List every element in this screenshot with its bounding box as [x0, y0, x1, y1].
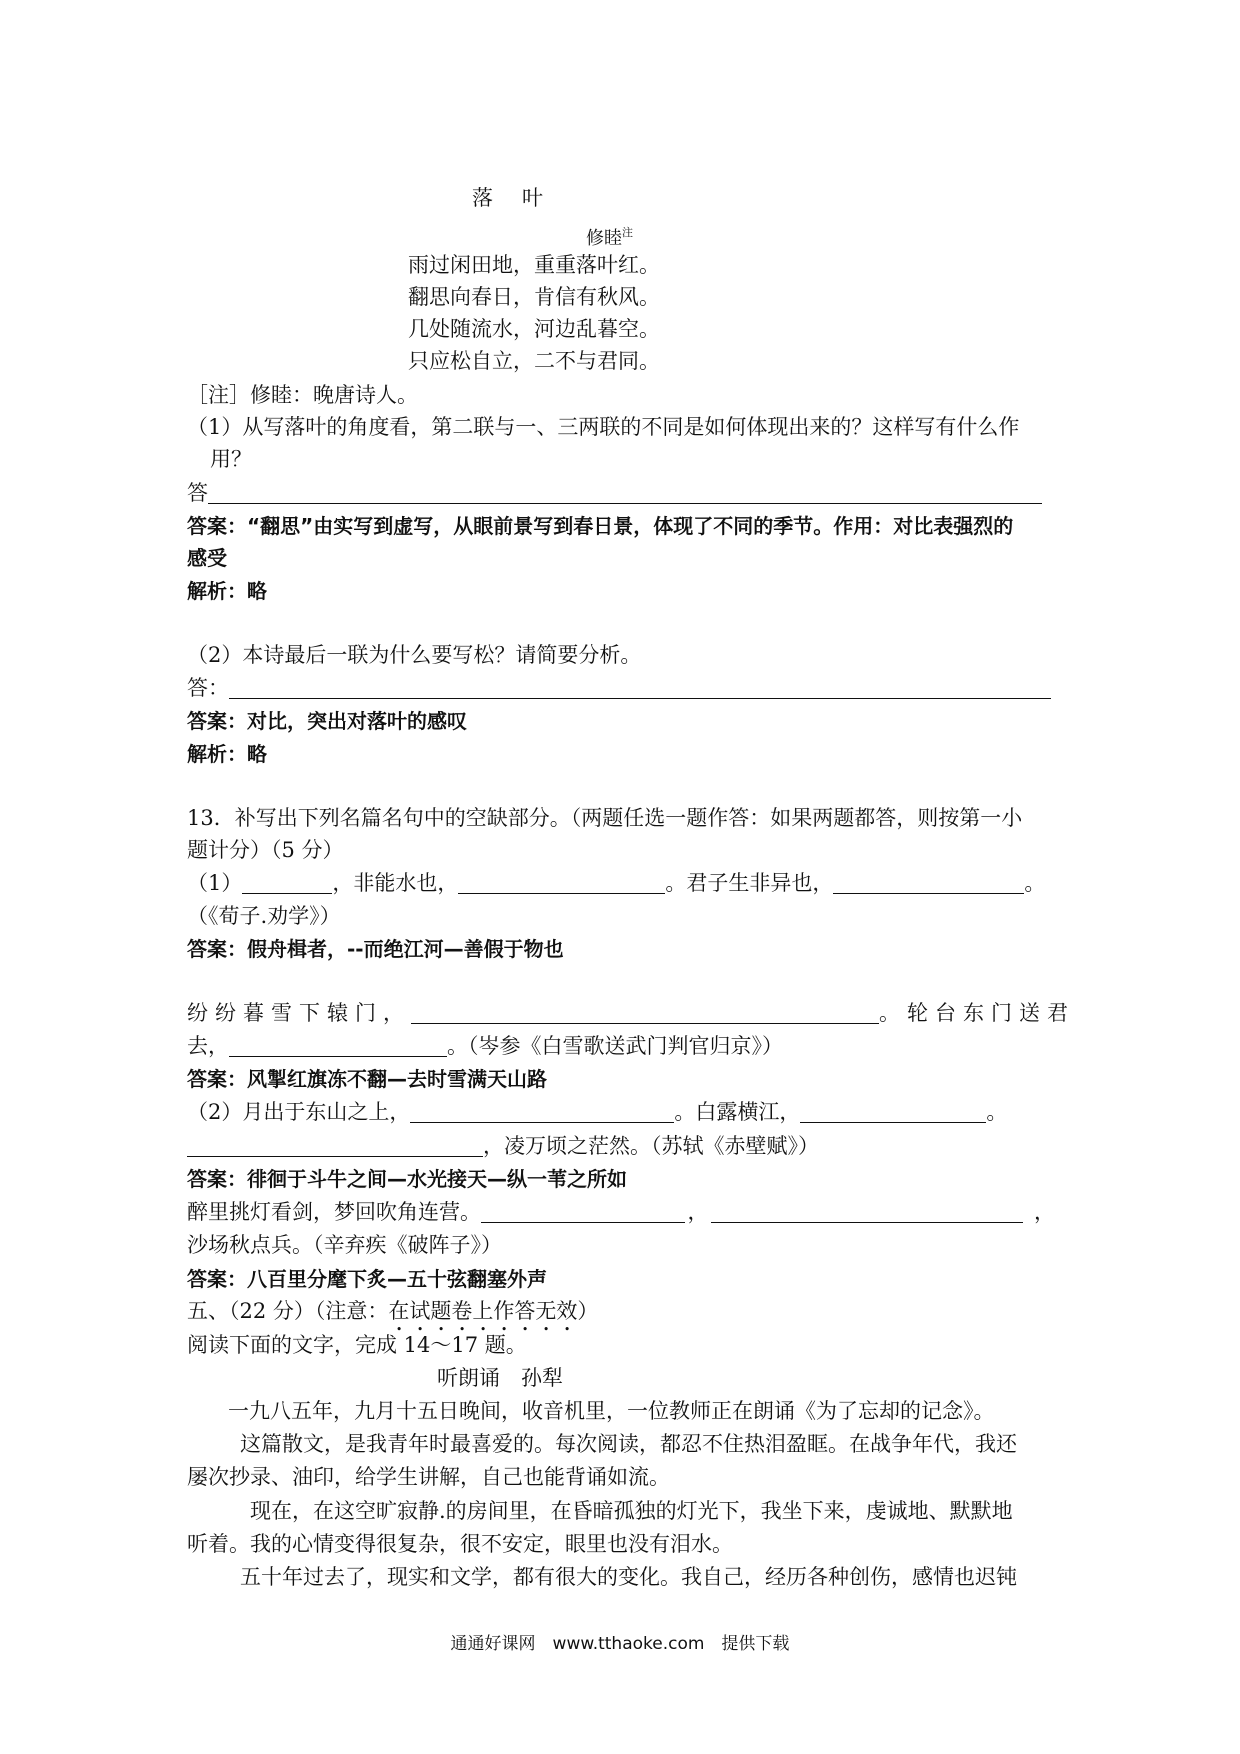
article-paragraph-line: 这篇散文，是我青年时最喜爱的。每次阅读，都忍不住热泪盈眶。在战争年代，我还: [240, 1432, 1017, 1456]
poem-author: [586, 218, 633, 254]
q2-answer-row: [187, 673, 1051, 703]
q1-key-line2: 感受: [187, 546, 227, 570]
q13-text-line2: 题计分）（5 分）: [187, 838, 344, 862]
q1-answer-label: 答: [187, 481, 208, 505]
q13-p2-key: 答案：风掣红旗冻不翻—去时雪满天山路: [187, 1067, 547, 1091]
article-paragraph-line: 五十年过去了，现实和文学，都有很大的变化。我自己，经历各种创伤，感情也迟钝: [240, 1565, 1017, 1589]
q13-p1-mid1: ，非能水也，: [332, 871, 459, 895]
q13-p3-prefix: （2）月出于东山之上，: [187, 1100, 411, 1124]
q1-analysis: 解析：略: [187, 579, 267, 603]
q13-p4-blank-1[interactable]: [481, 1200, 685, 1223]
q13-p1-end: 。: [1024, 871, 1046, 895]
q13-p4-line2: 沙场秋点兵。（辛弃疾《破阵子》）: [187, 1233, 502, 1257]
q13-p2-blank-2[interactable]: [229, 1034, 447, 1057]
q2-key: 答案：对比，突出对落叶的感叹: [187, 709, 467, 733]
q13-p1-row: [187, 868, 1045, 898]
q13-p2-line2-start: 去，: [187, 1034, 229, 1058]
section5-instruction: 阅读下面的文字，完成 14～17 题。: [187, 1333, 527, 1357]
q13-p1-source: （《荀子.劝学》）: [187, 904, 341, 928]
poem-line-1: 雨过闲田地，重重落叶红。: [408, 253, 660, 277]
poem-line-4: 只应松自立，二不与君同。: [408, 349, 660, 373]
section5-heading-prefix: 五、（22 分）（注意：: [187, 1299, 389, 1323]
q13-p3-line2-end: ，凌万顷之茫然。（苏轼《赤壁赋》）: [483, 1134, 819, 1158]
article-paragraph-line: 屡次抄录、油印，给学生讲解，自己也能背诵如流。: [187, 1465, 670, 1489]
q13-p1-prefix: （1）: [187, 871, 243, 895]
q13-p3-mid: 。白露横江，: [674, 1100, 801, 1124]
q13-p1-blank-3[interactable]: [833, 871, 1024, 894]
q2-text: （2）本诗最后一联为什么要写松？请简要分析。: [187, 643, 642, 667]
q13-p2-blank-1[interactable]: [411, 1001, 879, 1024]
q1-answer-blank[interactable]: [208, 481, 1042, 504]
q13-p2-source: 。（岑参《白雪歌送武门判官归京》）: [447, 1034, 783, 1058]
q13-text-line1: 13．补写出下列名篇名句中的空缺部分。（两题任选一题作答：如果两题都答，则按第一小: [187, 806, 1023, 830]
article-paragraph-line: 一九八五年，九月十五日晚间，收音机里，一位教师正在朗诵《为了忘却的记念》。: [228, 1399, 995, 1423]
q13-p4-start: 醉里挑灯看剑，梦回吹角连营。: [187, 1200, 481, 1224]
q2-answer-blank[interactable]: [229, 676, 1051, 699]
q13-p3-blank-1[interactable]: [410, 1100, 674, 1123]
article-paragraph-line: 现在，在这空旷寂静.的房间里，在昏暗孤独的灯光下，我坐下来，虔诚地、默默地: [250, 1499, 1013, 1523]
q13-p4-blank-2[interactable]: [711, 1200, 1023, 1223]
q13-p3-blank-3[interactable]: [187, 1134, 483, 1157]
q13-p3-row: [187, 1097, 1007, 1127]
poem-note: ［注］修睦：晚唐诗人。: [187, 383, 418, 407]
q13-p3-end: 。: [986, 1100, 1008, 1124]
poem-line-2: 翻思向春日，肯信有秋风。: [408, 285, 660, 309]
poem-line-3: 几处随流水，河边乱暮空。: [408, 317, 660, 341]
q13-p4-comma-1: ，: [687, 1200, 709, 1224]
poem-title: 落 叶: [472, 186, 547, 210]
q13-p3-blank-2[interactable]: [800, 1100, 986, 1123]
q13-p2-mid: 。轮台东门送君: [879, 1001, 1075, 1025]
q13-p2-row2: [187, 1031, 783, 1061]
q2-answer-label: 答：: [187, 676, 229, 700]
q2-analysis: 解析：略: [187, 742, 267, 766]
page-footer: 通通好课网 www.tthaoke.com 提供下载: [450, 1634, 790, 1654]
q13-p4-comma-2: ，: [1034, 1200, 1055, 1224]
q13-p1-mid2: 。君子生非异也，: [665, 871, 834, 895]
q13-p4-row: [187, 1197, 1055, 1227]
q13-p2-row: [187, 998, 1075, 1028]
q1-answer-row: [187, 478, 1042, 508]
article-title: 听朗诵 孙犁: [437, 1366, 563, 1390]
q13-p3-key: 答案：徘徊于斗牛之间—水光接天—纵一苇之所如: [187, 1167, 627, 1191]
poem-author-name: 修睦: [586, 228, 622, 249]
q1-text-line1: （1）从写落叶的角度看，第二联与一、三两联的不同是如何体现出来的？这样写有什么作: [187, 415, 1020, 439]
section5-heading-suffix: ）: [577, 1299, 599, 1323]
q13-p3-row2: [187, 1131, 819, 1161]
q13-p1-key: 答案：假舟楫者，--而绝江河—善假于物也: [187, 937, 564, 961]
q1-key-line1: 答案：“翻思”由实写到虚写，从眼前景写到春日景，体现了不同的季节。作用：对比表强烈的: [187, 514, 1014, 538]
article-paragraph-line: 听着。我的心情变得很复杂，很不安定，眼里也没有泪水。: [187, 1532, 733, 1556]
poem-author-note-mark: 注: [622, 226, 633, 239]
section5-heading-dotted: 在试题卷上作答无效: [388, 1299, 578, 1323]
q13-p2-start: 纷纷暮雪下辕门，: [187, 1001, 411, 1025]
q13-p1-blank-2[interactable]: [458, 871, 665, 894]
q13-p4-key: 答案：八百里分麾下炙—五十弦翻塞外声: [187, 1267, 547, 1291]
q13-p1-blank-1[interactable]: [242, 871, 332, 894]
q1-text-line2: 用？: [210, 447, 252, 471]
